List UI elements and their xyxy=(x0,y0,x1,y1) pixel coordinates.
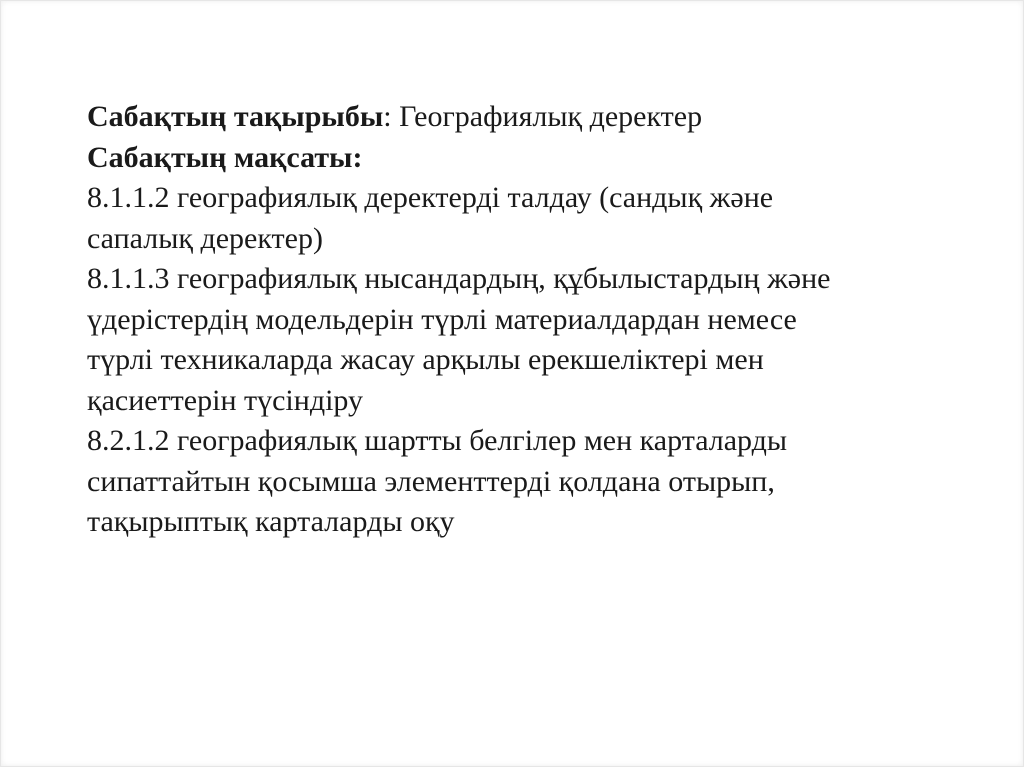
goals-label: Сабақтың мақсаты: xyxy=(87,140,363,174)
goal-1-line-1: 8.1.1.2 географиялық деректерді талдау (сандық және xyxy=(87,181,774,214)
goal-3-line-1: 8.2.1.2 географиялық шартты белгілер мен карталарды xyxy=(87,424,788,457)
topic-separator: : xyxy=(383,100,400,133)
slide-content xyxy=(87,97,967,543)
goal-2-line-1: 8.1.1.3 географиялық нысандардың, құбылыстардың және xyxy=(87,262,831,295)
goal-2-line-3: түрлі техникаларда жасау арқылы ерекшеліктері мен xyxy=(87,343,764,376)
topic-line xyxy=(87,97,967,138)
goal-3-line-2: сипаттайтын қосымша элементтерді қолдана отырып, xyxy=(87,464,775,498)
goal-2-line-4: қасиеттерін түсіндіру xyxy=(87,383,364,417)
goal-1-line-2: сапалық деректер) xyxy=(87,221,323,255)
goal-2-line-2: үдерістердің модельдерін түрлі материалдардан немесе xyxy=(87,302,797,336)
topic-value: Географиялық деректер xyxy=(399,100,703,133)
goal-3-line-3: тақырыптық карталарды оқу xyxy=(87,505,455,538)
topic-label: Сабақтың тақырыбы xyxy=(87,100,384,133)
